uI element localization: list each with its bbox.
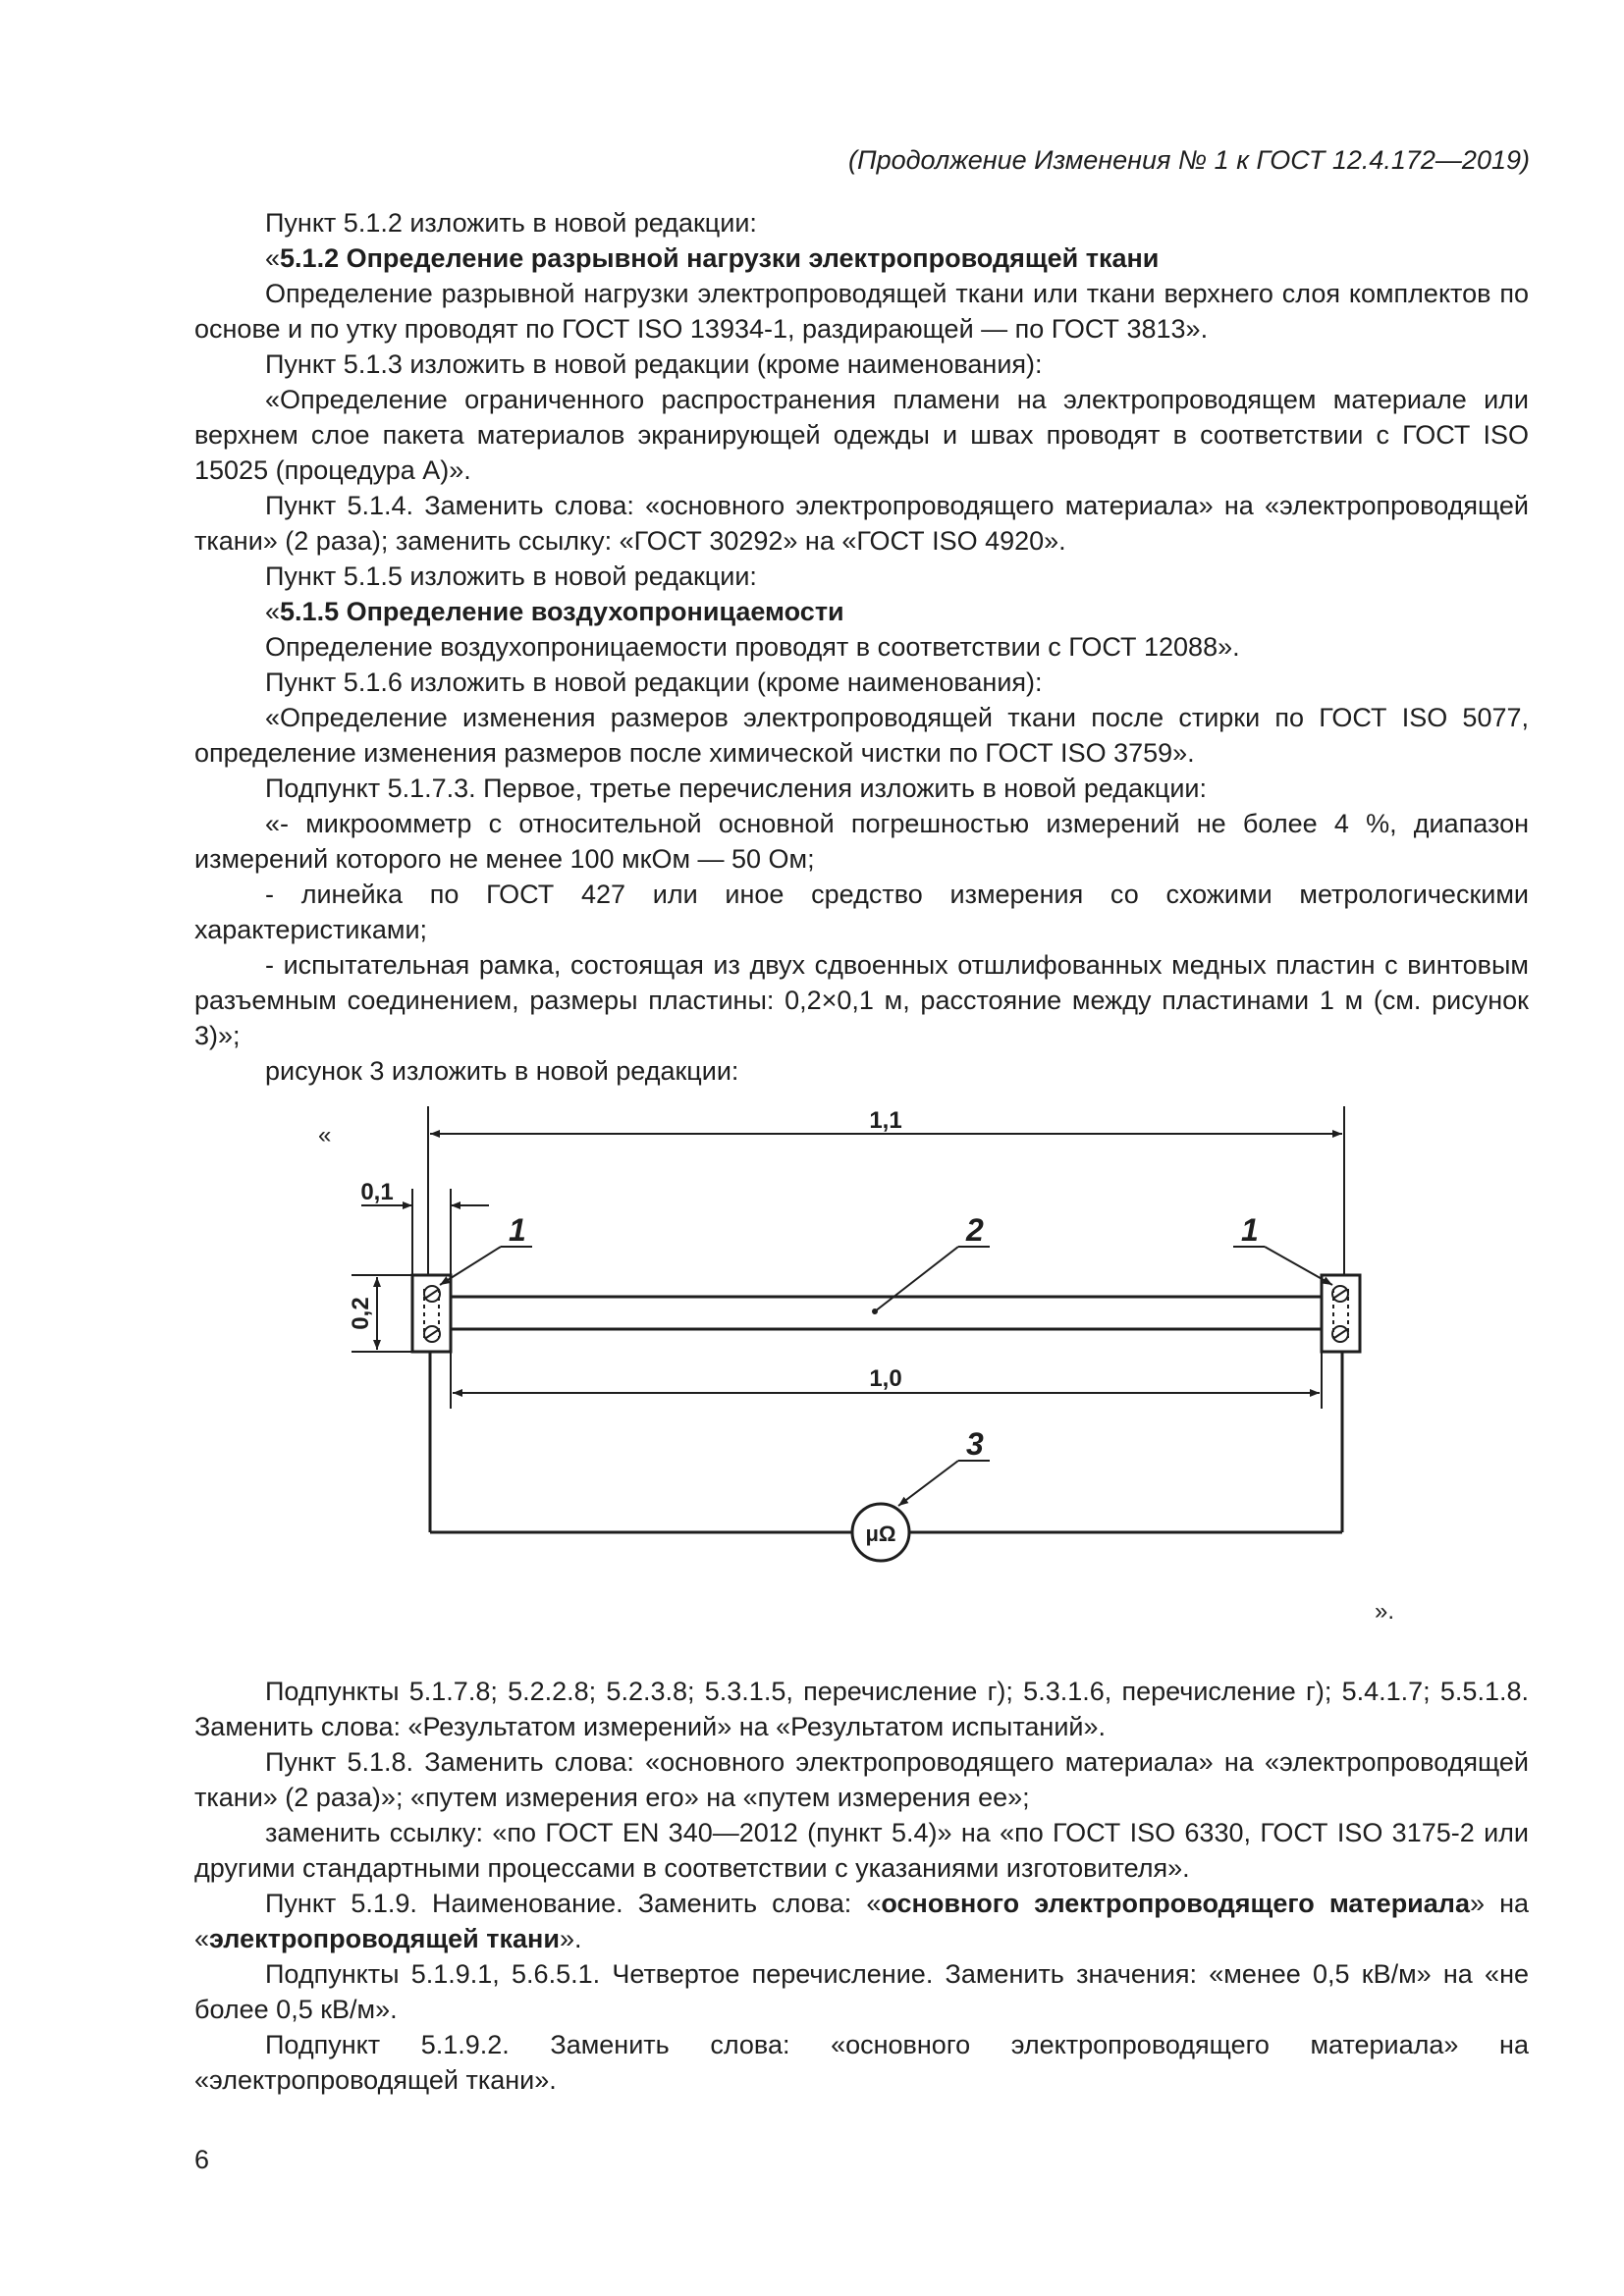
paragraph [194, 488, 1529, 559]
label-plate-left: 1 [509, 1212, 526, 1248]
paragraph [194, 594, 1529, 629]
paragraph [194, 877, 1529, 947]
text-run: - линейка по ГОСТ 427 или иное средство измерения со схожими метрологическими характеристиками; [194, 880, 1529, 944]
paragraph [194, 559, 1529, 594]
bold-text: основного электропроводящего материала [881, 1889, 1470, 1918]
text-run: Пункт 5.1.5 изложить в новой редакции: [265, 561, 757, 591]
text-run: Пункт 5.1.4. Заменить слова: «основного электропроводящего материала» на «электропроводящей ткани» (2 раза); заменить ссылку: «ГОСТ 30292» на «ГОСТ ISO 4920». [194, 491, 1529, 556]
text-run: Определение воздухопроницаемости проводят в соответствии с ГОСТ 12088». [265, 632, 1240, 662]
text-run: Подпункты 5.1.7.8; 5.2.2.8; 5.2.3.8; 5.3.1.5, перечисление г); 5.3.1.6, перечисление г); 5.4.1.7; 5.5.1.8. Заменить слова: «Результатом измерений» на «Результатом испытаний». [194, 1677, 1529, 1741]
dim-total-label: 1,1 [869, 1107, 902, 1134]
bold-text: электропроводящей ткани [209, 1924, 560, 1953]
paragraph [194, 1815, 1529, 1886]
paragraph [194, 629, 1529, 665]
text-run: Пункт 5.1.6 изложить в новой редакции (кроме наименования): [265, 667, 1043, 697]
text-run: - испытательная рамка, состоящая из двух сдвоенных отшлифованных медных пластин с винтовым разъемным соединением, размеры пластины: 0,2×0,1 м, расстояние между пластинами 1 м (см. рисунок 3)»; [194, 950, 1529, 1050]
text-run: ». [559, 1924, 582, 1953]
paragraph [194, 665, 1529, 700]
figure-3-drawing [194, 1100, 1529, 1649]
paragraph [194, 276, 1529, 347]
text-run: Определение разрывной нагрузки электропроводящей ткани или ткани верхнего слоя комплектов по основе и по утку проводят по ГОСТ ISO 13934-1, раздирающей — по ГОСТ 3813». [194, 279, 1529, 344]
leader-3 [898, 1461, 958, 1506]
text-run: Пункт 5.1.2 изложить в новой редакции: [265, 208, 757, 238]
text-run: « [265, 597, 281, 626]
paragraphs-bottom [194, 1674, 1529, 2098]
meter-symbol: μΩ [865, 1522, 896, 1546]
paragraph [194, 2027, 1529, 2098]
page-number: 6 [194, 2145, 210, 2174]
paragraph [194, 1053, 1529, 1089]
figure-quote-open: « [318, 1122, 332, 1148]
leader-1-left [440, 1247, 501, 1285]
text-run: рисунок 3 изложить в новой редакции: [265, 1056, 739, 1086]
figure-quote-close: ». [1375, 1598, 1395, 1625]
text-run: Пункт 5.1.9. Наименование. Заменить слова: « [265, 1889, 882, 1918]
paragraph [194, 771, 1529, 806]
label-meter: 3 [966, 1426, 984, 1462]
text-run: « [265, 243, 281, 273]
bold-text: 5.1.5 Определение воздухопроницаемости [280, 597, 844, 626]
paragraph [194, 1674, 1529, 1744]
text-run: «Определение ограниченного распространения пламени на электропроводящем материале или верхнем слое пакета материалов экранирующей одежды и швах проводят в соответствии с ГОСТ ISO 15025 (процедура А)». [194, 385, 1529, 485]
paragraph [194, 1744, 1529, 1815]
label-plate-right: 1 [1241, 1212, 1259, 1248]
paragraph [194, 947, 1529, 1053]
document-body [194, 205, 1529, 2098]
bold-text: 5.1.2 Определение разрывной нагрузки электропроводящей ткани [280, 243, 1160, 273]
text-run: Пункт 5.1.3 изложить в новой редакции (кроме наименования): [265, 349, 1043, 379]
text-run: Подпункты 5.1.9.1, 5.6.5.1. Четвертое перечисление. Заменить значения: «менее 0,5 кВ/м» на «не более 0,5 кВ/м». [194, 1959, 1529, 2024]
text-run: заменить ссылку: «по ГОСТ EN 340—2012 (пункт 5.4)» на «по ГОСТ ISO 6330, ГОСТ ISO 3175-2 или другими стандартными процессами в соответствии с указаниями изготовителя». [194, 1818, 1529, 1883]
paragraph [194, 1886, 1529, 1956]
page-header: (Продолжение Изменения № 1 к ГОСТ 12.4.172—2019) [848, 145, 1530, 175]
leader-1-right [1265, 1247, 1332, 1285]
text-run: Пункт 5.1.8. Заменить слова: «основного электропроводящего материала» на «электропроводящей ткани» (2 раза)»; «путем измерения его» на «путем измерения ее»; [194, 1747, 1529, 1812]
dim-plate-width-label: 0,1 [360, 1179, 394, 1205]
paragraph [194, 806, 1529, 877]
paragraph [194, 347, 1529, 382]
text-run: » на « [194, 1889, 1529, 1953]
paragraph [194, 700, 1529, 771]
label-fabric: 2 [966, 1212, 984, 1248]
paragraphs-top [194, 205, 1529, 1089]
text-run: «- микроомметр с относительной основной погрешностью измерений не более 4 %, диапазон измерений которого не менее 100 мкОм — 50 Ом; [194, 809, 1529, 874]
text-run: Подпункт 5.1.9.2. Заменить слова: «основного электропроводящего материала» на «электропроводящей ткани». [194, 2030, 1529, 2095]
dim-plate-height-label: 0,2 [348, 1297, 374, 1330]
paragraph [194, 382, 1529, 488]
dim-between-label: 1,0 [869, 1365, 902, 1392]
paragraph [194, 205, 1529, 240]
text-run: Подпункт 5.1.7.3. Первое, третье перечисления изложить в новой редакции: [265, 774, 1208, 803]
paragraph [194, 240, 1529, 276]
text-run: «Определение изменения размеров электропроводящей ткани после стирки по ГОСТ ISO 5077, определение изменения размеров после химической чистки по ГОСТ ISO 3759». [194, 703, 1529, 768]
leader-2 [875, 1247, 958, 1311]
paragraph [194, 1956, 1529, 2027]
figure-3 [194, 1100, 1529, 1649]
